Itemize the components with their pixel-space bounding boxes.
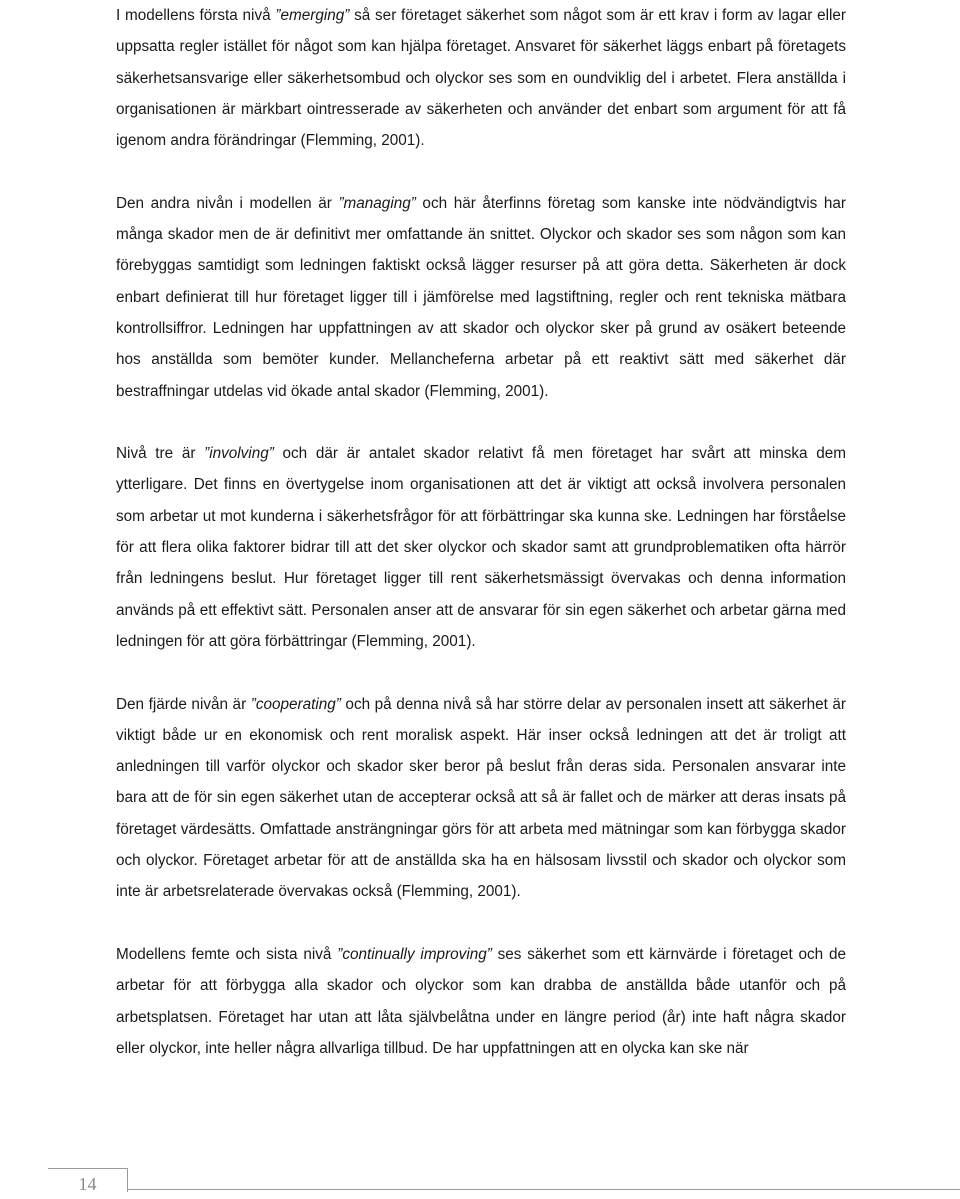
level-term: ”involving” [204,445,274,463]
paragraph-emerging [116,0,846,156]
paragraph-cooperating [116,689,846,908]
level-term: ”cooperating” [250,695,341,713]
paragraph-managing [116,188,846,407]
document-body [116,0,846,1064]
page-number: 14 [48,1168,128,1192]
paragraph-text: och där är antalet skador relativt få men företaget har svårt att minska dem ytterligare. Det finns en övertygelse inom organisationen att det är viktigt att också involvera personalen som arbetar ut mot kunderna i säkerhetsfrågor för att förbättringar ska kunna ske. Ledningen har förståelse för att flera olika faktorer bidrar till att det sker olyckor och skador samt att grundproblematiken ofta härrör från ledningens beslut. Hur företaget ligger till rent säkerhetsmässigt övervakas och denna information används på ett effektivt sätt. Personalen anser att de ansvarar för sin egen säkerhet och arbetar gärna med ledningen för att göra förbättringar (Flemming, 2001). [116,445,847,650]
paragraph-text: I modellens första nivå [116,7,276,24]
paragraph-involving [116,438,846,657]
paragraph-text: Den andra nivån i modellen är [116,194,339,212]
footer-divider [128,1189,960,1190]
paragraph-text: Nivå tre är [116,445,205,463]
level-term: ”managing” [338,194,416,212]
paragraph-text: Den fjärde nivån är [116,695,251,713]
paragraph-text: så ser företaget säkerhet som något som är ett krav i form av lagar eller uppsatta regler istället för något som kan hjälpa företaget. Ansvaret för säkerhet läggs enbart på företagets säkerhetsansvarige eller säkerhetsombud och olyckor ses som en oundviklig del i arbetet. Flera anställda i organisationen är märkbart ointresserade av säkerheten och använder det enbart som argument för att få igenom andra förändringar (Flemming, 2001). [116,7,846,150]
paragraph-text: Modellens femte och sista nivå [116,945,338,963]
paragraph-text: ses säkerhet som ett kärnvärde i företaget och de arbetar för att förbygga alla skador och olyckor som kan drabba de anställda både utanför och på arbetsplatsen. Företaget har utan att låta självbelåtna under en längre period (år) inte haft några skador eller olyckor, inte heller några allvarliga tillbud. De har uppfattningen att en olycka kan ske när [116,945,846,1057]
level-term: ”continually improving” [337,945,492,963]
paragraph-text: och här återfinns företag som kanske inte nödvändigtvis har många skador men de är definitivt mer omfattande än snittet. Olyckor och skador ses som någon som kan förebyggas samtidigt som ledningen faktiskt också lägger resurser på att göra detta. Säkerheten är dock enbart definierat till hur företaget ligger till i jämförelse med lagstiftning, regler och rent tekniska mätbara kontrollsiffror. Ledningen har uppfattningen av att skador och olyckor sker på grund av osäkert beteende hos anställda som bemöter kunder. Mellancheferna arbetar på ett reaktivt sätt med säkerhet där bestraffningar utdelas vid ökade antal skador (Flemming, 2001). [116,194,846,400]
paragraph-text: och på denna nivå så har större delar av personalen insett att säkerhet är viktigt både ur en ekonomisk och rent moralisk aspekt. Här inser också ledningen att det är troligt att anledningen till varför olyckor och skador sker beror på beslut från deras sida. Personalen ansvarar inte bara att de för sin egen säkerhet utan de accepterar också att så är fallet och de märker att deras insats på företaget värdesätts. Omfattade ansträngningar görs för att arbeta med mätningar som kan förbygga skador och olyckor. Företaget arbetar för att de anställda ska ha en hälsosam livsstil och skador och olyckor som inte är arbetsrelaterade övervakas också (Flemming, 2001). [116,695,846,901]
paragraph-continually-improving [116,939,846,1064]
level-term: ”emerging” [275,7,350,24]
